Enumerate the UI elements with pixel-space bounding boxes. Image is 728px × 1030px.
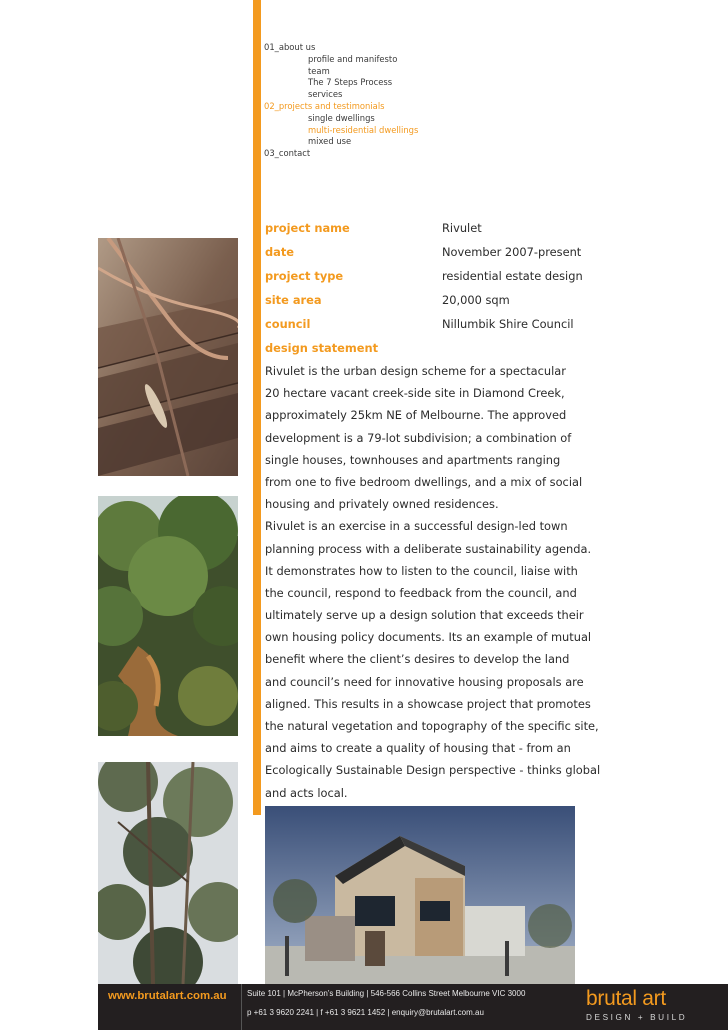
field-label: date [265, 245, 295, 259]
field-project-type [265, 265, 595, 289]
statement-line: 20 hectare vacant creek-side site in Diamond Creek, [265, 386, 565, 401]
architectural-render [265, 806, 575, 990]
brand-logo: brutal art [586, 987, 666, 1010]
field-council [265, 313, 595, 337]
nav-mixed-use[interactable]: mixed use [308, 136, 352, 147]
nav-projects-and-testimonials[interactable]: 02_projects and testimonials [264, 100, 385, 111]
statement-line: housing and privately owned residences. [265, 497, 499, 512]
field-label: project name [265, 221, 350, 235]
design-statement-heading: design statement [265, 341, 379, 355]
nav-profile-and-manifesto[interactable]: profile and manifesto [308, 53, 398, 64]
photo-tree-canopy [98, 762, 238, 984]
field-value: Nillumbik Shire Council [442, 317, 574, 331]
footer-divider [241, 984, 242, 1030]
footer [98, 984, 728, 1030]
statement-line: and council’s need for innovative housing proposals are [265, 674, 584, 689]
site-navigation [264, 42, 418, 160]
field-value: 20,000 sqm [442, 293, 510, 307]
photo-creek-vegetation [98, 496, 238, 736]
statement-line: It demonstrates how to listen to the council, liaise with [265, 563, 578, 578]
field-label: council [265, 317, 311, 331]
statement-line: from one to five bedroom dwellings, and a mix of social [265, 474, 583, 489]
project-details [265, 217, 595, 337]
field-date [265, 241, 595, 265]
statement-line: and acts local. [265, 785, 348, 800]
footer-contact: p +61 3 9620 2241 | f +61 3 9621 1452 | enquiry@brutalart.com.au [247, 1008, 484, 1017]
design-statement-text [265, 360, 601, 804]
statement-line: aligned. This results in a showcase project that promotes [265, 696, 591, 711]
accent-bar [253, 0, 261, 815]
statement-line: benefit where the client’s desires to develop the land [265, 652, 570, 667]
statement-line: Rivulet is an exercise in a successful design-led town [265, 519, 568, 534]
statement-line: Ecologically Sustainable Design perspective - thinks global [265, 763, 601, 778]
nav-about-us[interactable]: 01_about us [264, 42, 316, 52]
footer-address: Suite 101 | McPherson’s Building | 546-566 Collins Street Melbourne VIC 3000 [247, 989, 526, 998]
statement-line: single houses, townhouses and apartments ranging [265, 452, 561, 467]
nav-single-dwellings[interactable]: single dwellings [308, 112, 375, 123]
field-value: Rivulet [442, 221, 482, 235]
nav-services[interactable]: services [308, 89, 343, 100]
brand-tagline: DESIGN + BUILD [586, 1013, 688, 1022]
statement-line: development is a 79-lot subdivision; a combination of [265, 430, 572, 445]
statement-line: approximately 25km NE of Melbourne. The approved [265, 408, 567, 423]
statement-line: and aims to create a quality of housing that - from an [265, 741, 571, 756]
statement-line: the council, respond to feedback from the council, and [265, 585, 577, 600]
field-site-area [265, 289, 595, 313]
statement-line: Rivulet is the urban design scheme for a spectacular [265, 364, 566, 378]
statement-line: own housing policy documents. Its an example of mutual [265, 630, 592, 645]
statement-line: ultimately serve up a design solution that exceeds their [265, 608, 584, 623]
field-label: site area [265, 293, 322, 307]
field-value: November 2007-present [442, 245, 582, 259]
nav-7-steps-process[interactable]: The 7 Steps Process [308, 77, 393, 88]
field-value: residential estate design [442, 269, 583, 283]
website-link[interactable]: www.brutalart.com.au [108, 990, 227, 1002]
statement-line: planning process with a deliberate sustainability agenda. [265, 541, 592, 556]
nav-contact[interactable]: 03_contact [264, 148, 311, 159]
field-project-name [265, 217, 595, 241]
photo-timber-deck-leaf [98, 238, 238, 476]
nav-team[interactable]: team [308, 65, 330, 76]
statement-line: the natural vegetation and topography of the specific site, [265, 719, 599, 733]
field-label: project type [265, 269, 344, 283]
nav-multi-residential-dwellings[interactable]: multi-residential dwellings [308, 124, 419, 135]
